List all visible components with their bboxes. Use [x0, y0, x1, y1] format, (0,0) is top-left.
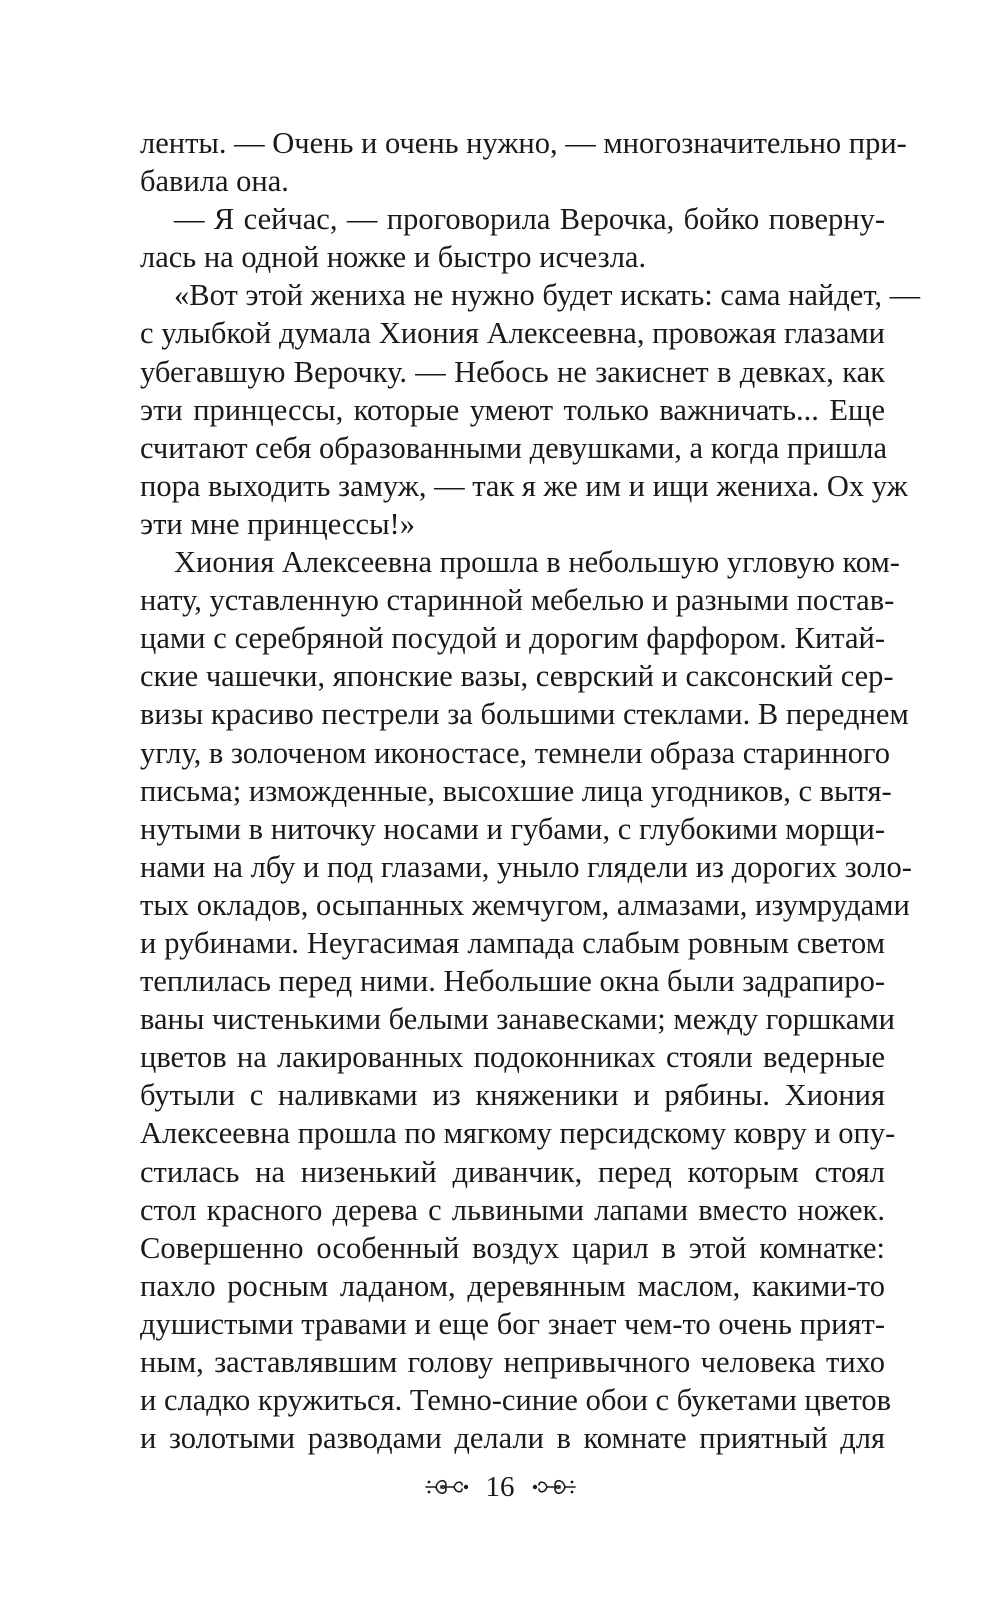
text-line: стол красного дерева с львиными лапами вместо ножек. — [140, 1192, 885, 1227]
text-line: бутыли с наливками из княженики и рябины. Хиония — [140, 1078, 885, 1113]
text-line: пахло росным ладаном, деревянным маслом, какими-то — [140, 1268, 885, 1303]
text-line: стилась на низенький диванчик, перед которым стоял — [140, 1154, 885, 1189]
text-line: ным, заставлявшим голову непривычного человека тихо — [140, 1345, 885, 1379]
text-line: цветов на лакированных подоконниках стояли ведерные — [140, 1040, 885, 1075]
text-line: — Я сейчас, — проговорила Верочка, бойко поверну- — [174, 202, 885, 237]
ornament-right-icon — [529, 1473, 577, 1501]
text-line: углу, в золоченом иконостасе, темнели образа старинного — [140, 735, 890, 770]
paragraph — [140, 200, 885, 276]
text-line: Хиония Алексеевна прошла в небольшую угловую ком- — [174, 545, 900, 580]
text-line: ские чашечки, японские вазы, севрский и саксонский сер- — [140, 659, 894, 694]
ornament-left-icon — [424, 1473, 472, 1501]
paragraph — [140, 276, 921, 543]
text-line: и рубинами. Неугасимая лампада слабым ровным светом — [140, 925, 885, 960]
text-line: нутыми в ниточку носами и губами, с глубокими морщи- — [140, 811, 885, 846]
text-line: и сладко кружиться. Темно-синие обои с букетами цветов — [140, 1383, 892, 1418]
paragraph — [140, 543, 912, 1457]
text-line: тых окладов, осыпанных жемчугом, алмазами, изумрудами — [140, 887, 910, 922]
text-line: цами с серебряной посудой и дорогим фарфором. Китай- — [140, 621, 885, 656]
text-line: бавила она. — [140, 164, 289, 199]
text-line: нами на лбу и под глазами, уныло глядели из дорогих золо- — [140, 849, 912, 884]
text-line: ваны чистенькими белыми занавесками; между горшками — [140, 1002, 895, 1037]
text-line: и золотыми разводами делали в комнате приятный для — [140, 1421, 885, 1456]
text-line: лась на одной ножке и быстро исчезла. — [140, 240, 647, 275]
page-body — [140, 124, 921, 1457]
paragraph — [140, 124, 907, 200]
text-line: ленты. — Очень и очень нужно, — многозначительно при- — [140, 126, 907, 160]
text-line: теплилась перед ними. Небольшие окна были задрапиро- — [140, 964, 886, 999]
text-line: эти принцессы, которые умеют только важничать... Еще — [140, 392, 885, 427]
text-line: визы красиво пестрели за большими стеклами. В переднем — [140, 697, 909, 732]
text-line: эти мне принцессы!» — [140, 506, 415, 541]
page-footer — [0, 1467, 1000, 1507]
text-line: письма; изможденные, высохшие лица угодников, с вытя- — [140, 773, 892, 808]
text-line: пора выходить замуж, — так я же им и ищи жениха. Ох уж — [140, 468, 908, 503]
text-line: считают себя образованными девушками, а когда пришла — [140, 430, 888, 465]
text-line: душистыми травами и еще бог знает чем-то очень прият- — [140, 1306, 885, 1341]
text-line: «Вот этой жениха не нужно будет искать: сама найдет, — — [174, 278, 921, 313]
text-line: нату, уставленную старинной мебелью и разными постав- — [140, 583, 895, 618]
text-line: убегавшую Верочку. — Небось не закиснет в девках, как — [140, 354, 885, 389]
text-line: Совершенно особенный воздух царил в этой комнатке: — [140, 1230, 885, 1265]
text-line: с улыбкой думала Хиония Алексеевна, провожая глазами — [140, 316, 885, 351]
text-line: Алексеевна прошла по мягкому персидскому ковру и опу- — [140, 1116, 896, 1151]
page-number: 16 — [485, 1471, 515, 1503]
